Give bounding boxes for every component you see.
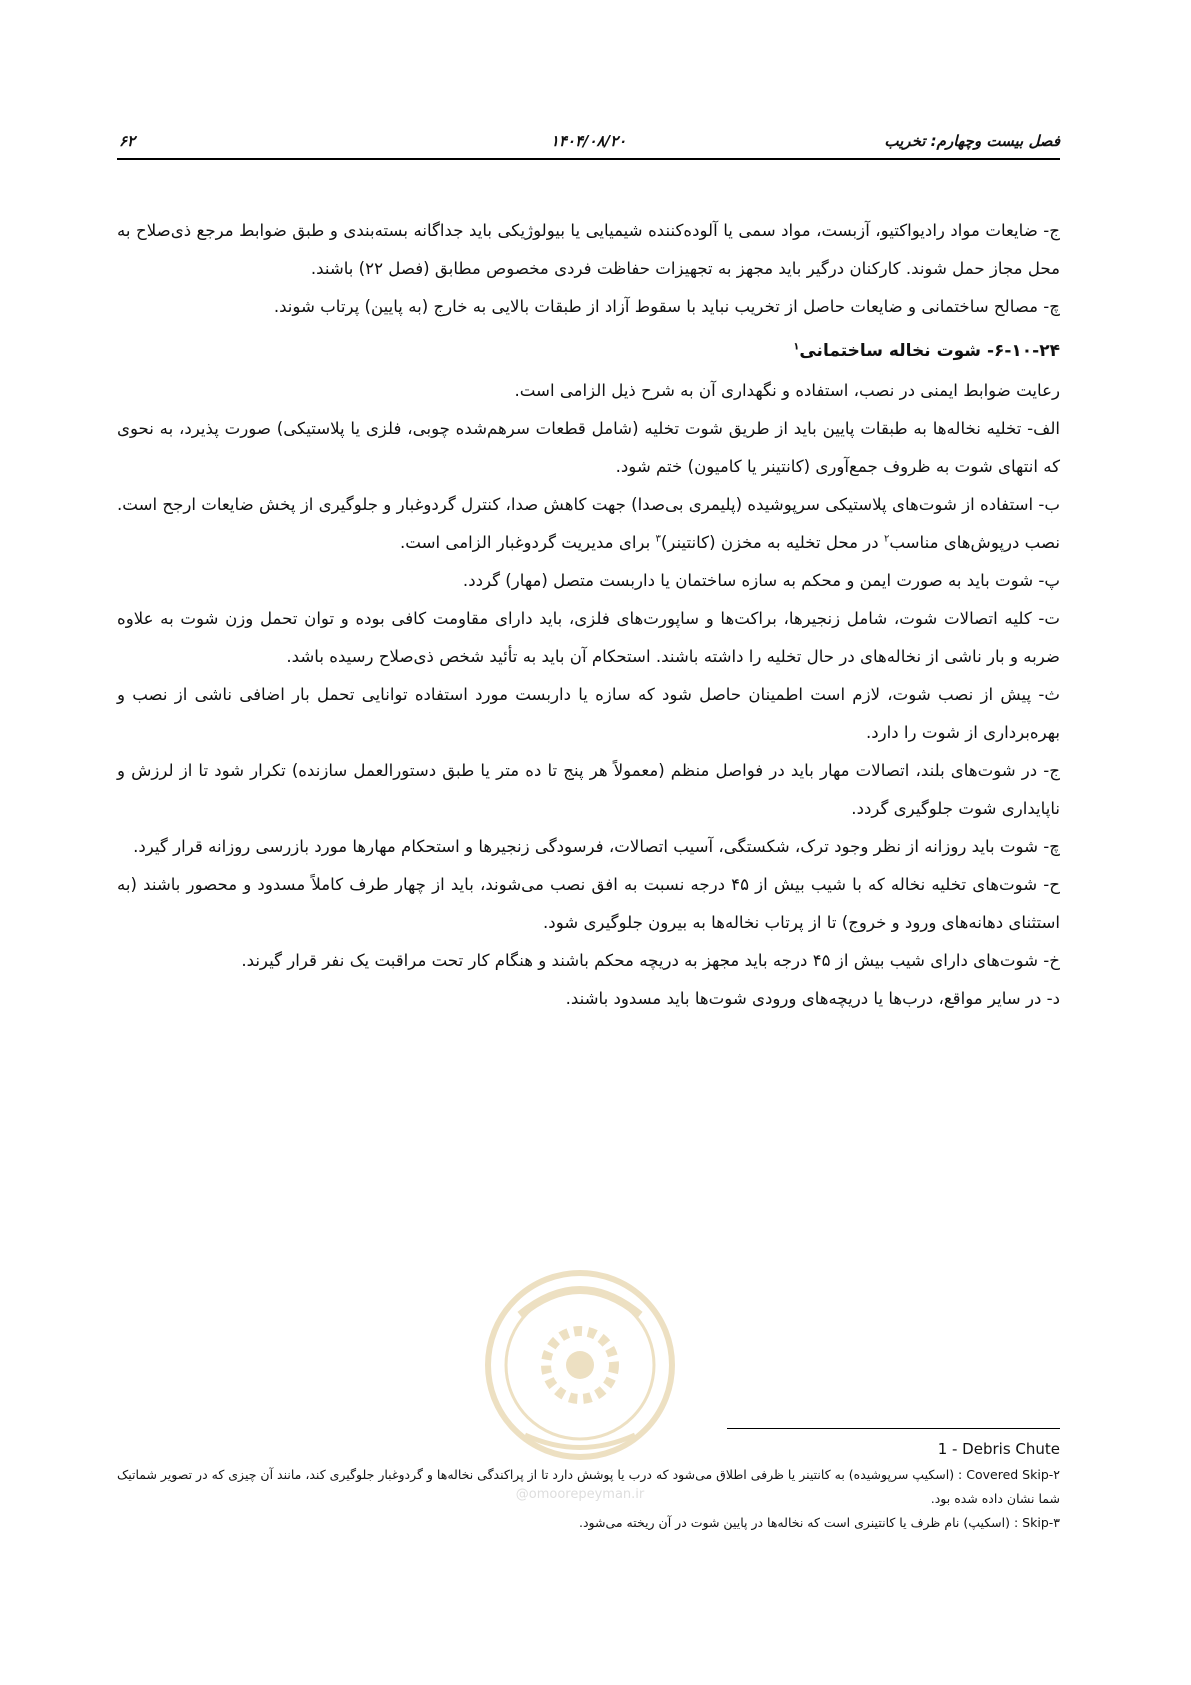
- list-item-che: چ- شوت باید روزانه از نظر وجود ترک، شکستگی، آسیب اتصالات، فرسودگی زنجیرها و استحکام مهارها مورد بازرسی روزانه قرار گیرد.: [133, 837, 1060, 856]
- list-item-he: ح- شوت‌های تخلیه نخاله که با شیب بیش از ۴۵ درجه نسبت به افق نصب می‌شوند، باید از چهار طرف کاملاً مسدود و محصور باشند (به استثنای دهانه‌های ورود و خروج) تا از پرتاب نخاله‌ها به بیرون جلوگیری شود.: [117, 875, 1060, 932]
- list-item-se: ث- پیش از نصب شوت، لازم است اطمینان حاصل شود که سازه یا داربست مورد استفاده توانایی تحمل بار اضافی ناشی از نصب و بهره‌برداری از شوت را دارد.: [117, 685, 1060, 742]
- footnote-3: [117, 1511, 1060, 1535]
- footnote-1-text: 1 - Debris Chute: [937, 1440, 1060, 1458]
- footnote-3-ref: ۳-: [1048, 1515, 1060, 1530]
- list-item-be: [117, 486, 1060, 562]
- list-item-jim: ج- در شوت‌های بلند، اتصالات مهار باید در فواصل منظم (معمولاً هر پنج تا ده متر یا طبق دستورالعمل سازنده) تکرار شود تا از لرزش و ناپایداری شوت جلوگیری گردد.: [117, 761, 1060, 818]
- section-heading: [117, 332, 1060, 370]
- footnote-2: [117, 1463, 1060, 1511]
- footnotes: [117, 1435, 1060, 1535]
- paragraph-je: ج- ضایعات مواد رادیواکتیو، آزبست، مواد سمی یا آلوده‌کننده شیمیایی یا بیولوژیکی باید جداگانه بسته‌بندی و طبق ضوابط مرجع ذی‌صلاح به محل مجاز حمل شوند. کارکنان درگیر باید مجهز به تجهیزات حفاظت فردی مخصوص مطابق (فصل ۲۲) باشند.: [117, 221, 1060, 278]
- footnote-3-text: : (اسکیپ) نام ظرف یا کانتینری است که نخاله‌ها در پایین شوت در آن ریخته می‌شود.: [578, 1515, 1019, 1530]
- footnote-3-term: Skip: [1022, 1515, 1049, 1530]
- paragraph-che: چ- مصالح ساختمانی و ضایعات حاصل از تخریب نباید با سقوط آزاد از طبقات بالایی به خارج (به پایین) پرتاب شوند.: [273, 297, 1060, 316]
- list-item-be-part1: ب- استفاده از شوت‌های پلاستیکی سرپوشیده (پلیمری بی‌صدا) جهت کاهش صدا، کنترل گردوغبار و جلوگیری از پخش ضایعات ارجح است. نصب درپوش‌های مناسب: [117, 495, 1060, 552]
- list-item-khe: خ- شوت‌های دارای شیب بیش از ۴۵ درجه باید مجهز به دریچه محکم باشند و هنگام کار تحت مراقبت یک نفر قرار گیرند.: [241, 951, 1060, 970]
- intro-paragraph: رعایت ضوابط ایمنی در نصب، استفاده و نگهداری آن به شرح ذیل الزامی است.: [514, 381, 1060, 400]
- list-item-be-part3: برای مدیریت گردوغبار الزامی است.: [400, 533, 656, 552]
- footnote-divider: [727, 1428, 1060, 1429]
- footnote-2-term: Covered Skip: [966, 1467, 1049, 1482]
- footnote-ref-3[interactable]: ۳: [655, 533, 661, 545]
- footnote-2-ref: ۲-: [1048, 1467, 1060, 1482]
- page-header: [117, 128, 1060, 160]
- list-item-alef: الف- تخلیه نخاله‌ها به طبقات پایین باید از طریق شوت تخلیه (شامل قطعات سرهم‌شده چوبی، فلزی یا پلاستیکی) صورت پذیرد، به نحوی که انتهای شوت به ظروف جمع‌آوری (کانتینر یا کامیون) ختم شود.: [117, 419, 1060, 476]
- chapter-title: فصل بیست وچهارم: تخریب: [884, 132, 1060, 150]
- footnote-1: [117, 1435, 1060, 1463]
- watermark-caption: @omoorepeyman.ir: [515, 1487, 645, 1502]
- footnote-ref-2[interactable]: ۲: [883, 533, 890, 545]
- section-heading-text: ۶-۱۰-۲۴- شوت نخاله ساختمانی: [799, 341, 1060, 361]
- page-body: [117, 212, 1060, 1018]
- list-item-dal: د- در سایر مواقع، درب‌ها یا دریچه‌های ورودی شوت‌ها باید مسدود باشند.: [565, 989, 1060, 1008]
- list-item-te: ت- کلیه اتصالات شوت، شامل زنجیرها، براکت‌ها و ساپورت‌های فلزی، باید دارای مقاومت کافی بوده و توان تحمل وزن شوت به علاوه ضربه و بار ناشی از نخاله‌های در حال تخلیه را داشته باشند. استحکام آن باید به تأئید شخص ذی‌صلاح رسیده باشد.: [117, 609, 1060, 666]
- header-date: ۱۴۰۴/۰۸/۲۰: [550, 132, 627, 150]
- footnote-2-text: : (اسکیپ سرپوشیده) به کانتینر یا ظرفی اطلاق می‌شود که درب یا پوشش دارد تا از پراکندگی نخاله‌ها و گردوغبار جلوگیری کند، مانند آن چیزی که در تصویر شماتیک شما نشان داده شده بود.: [117, 1467, 1060, 1506]
- list-item-be-part2: در محل تخلیه به مخزن (کانتینر): [660, 533, 884, 552]
- list-item-pe: پ- شوت باید به صورت ایمن و محکم به سازه ساختمان یا داربست متصل (مهار) گردد.: [462, 571, 1060, 590]
- footnote-ref-1[interactable]: ۱: [793, 341, 800, 353]
- page-number: ۶۲: [119, 132, 136, 150]
